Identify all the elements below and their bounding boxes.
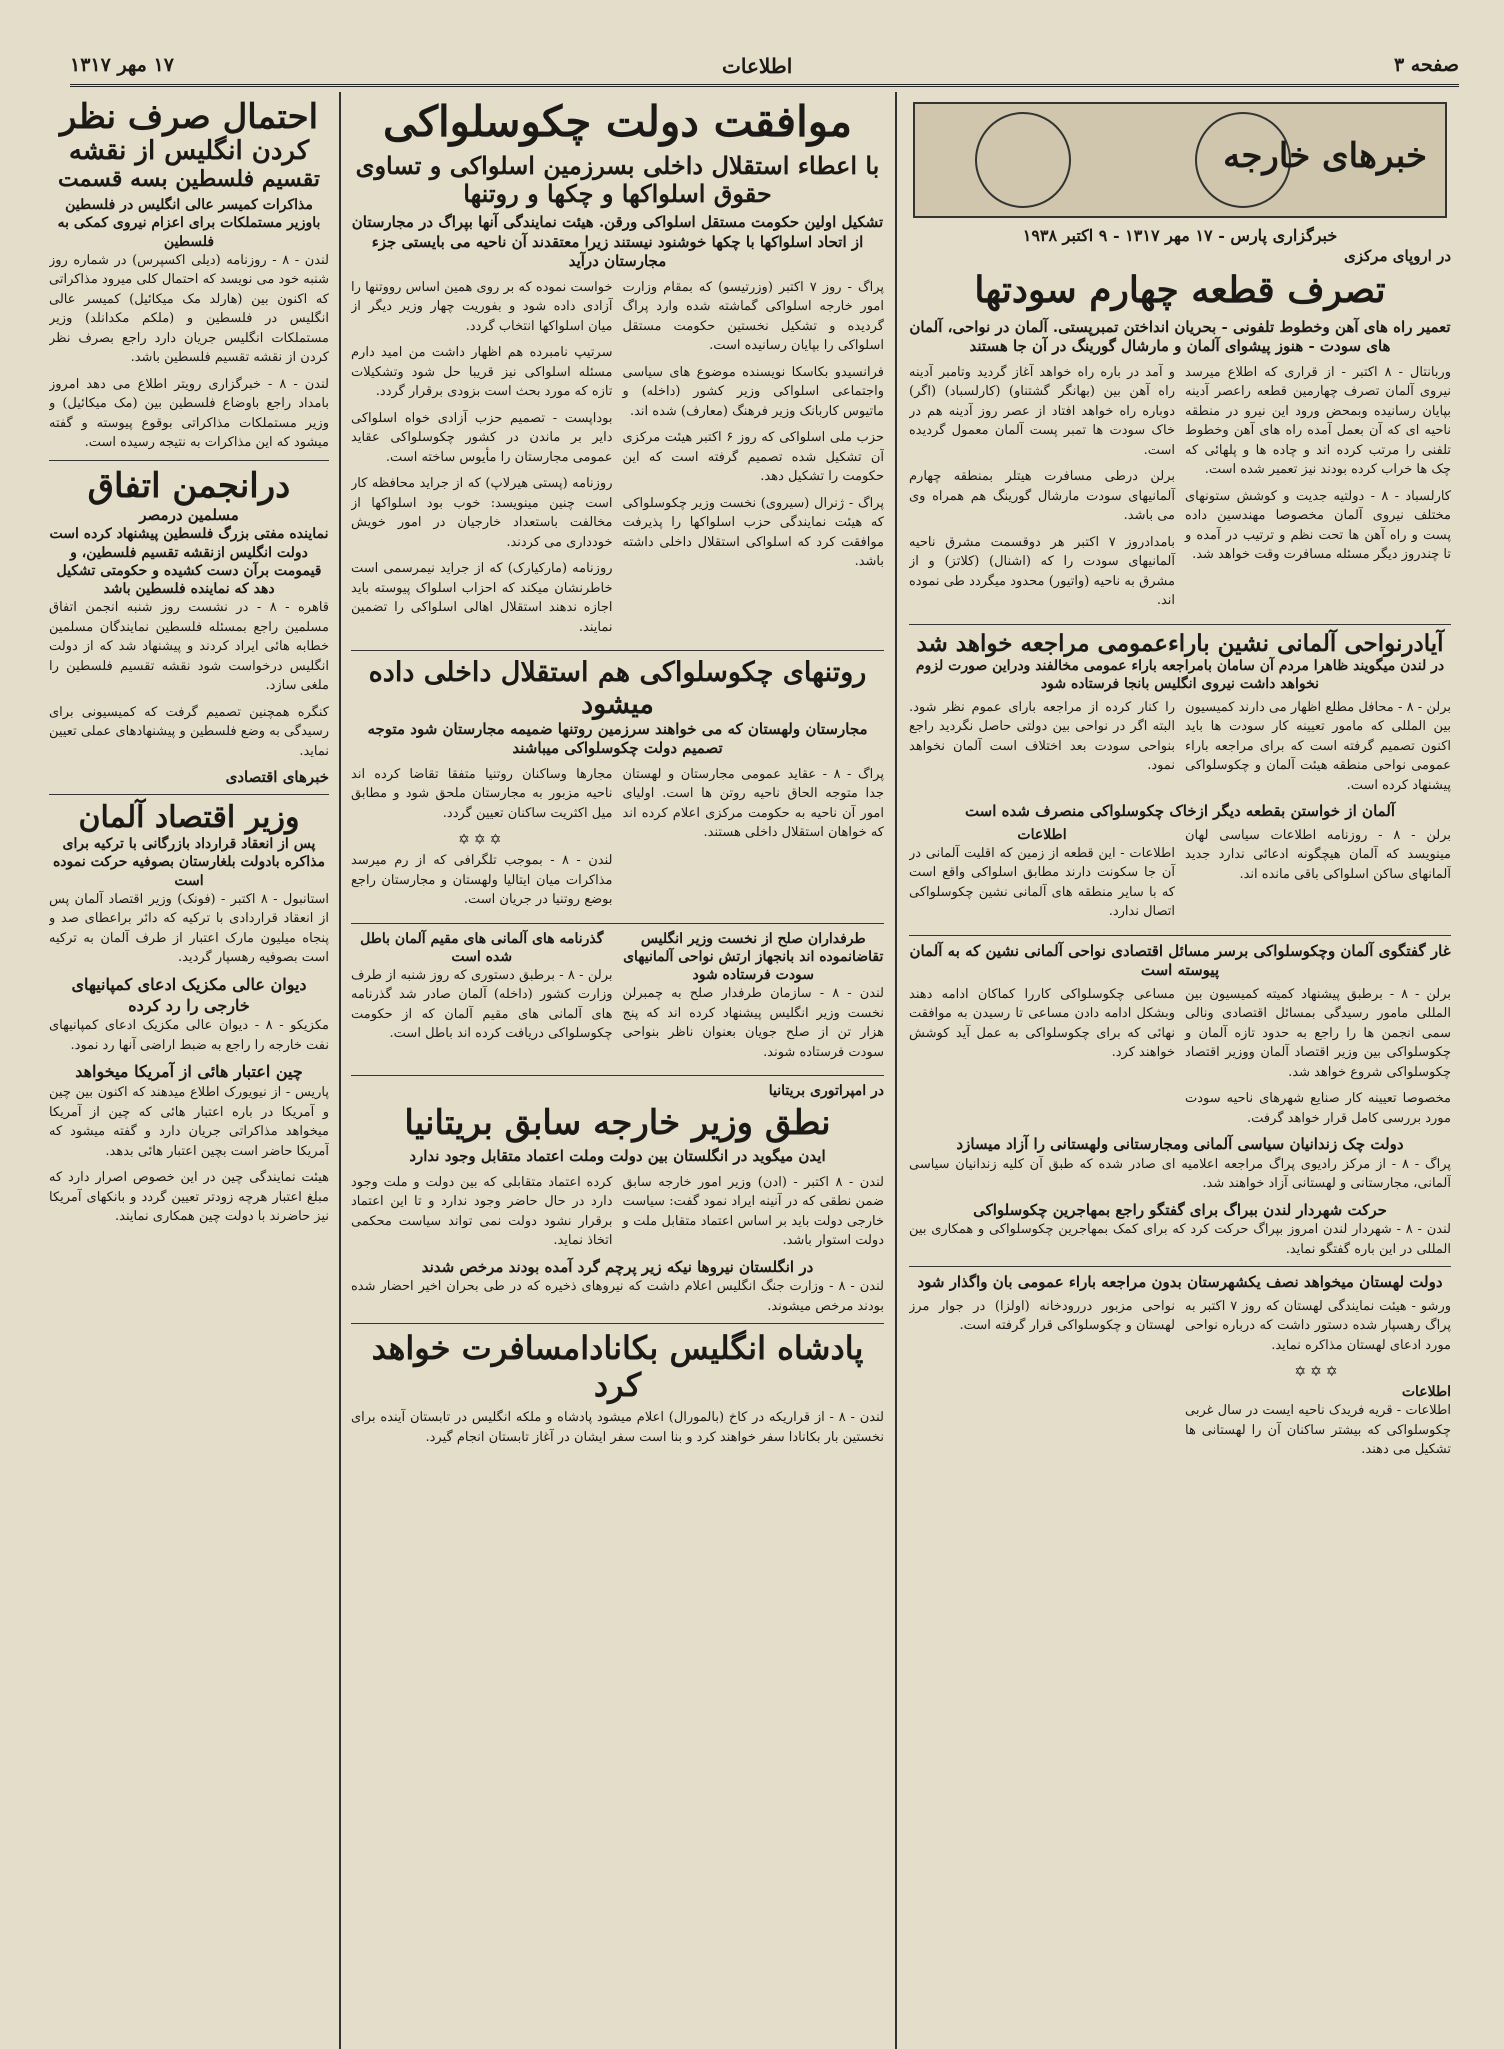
paragraph: پراگ - ژنرال (سیروی) نخست وزیر چکوسلواکی که هیئت نمایندگی حزب اسلواکها را پذیرفت موافقت کرد که اسلواکی استقلال داخلی داشته باشد. [622, 495, 884, 570]
headline-czech-agreement: موافقت دولت چکوسلواکی [382, 98, 852, 146]
section-economic-news: خبرهای اقتصادی [225, 768, 329, 787]
paragraph: لندن - ۸ - روزنامه (دیلی اکسپرس) در شماره روز شنبه خود می نویسد که احتمال کلی میرود مذاکراتی که اکنون بین (هارلد مک میکائیل) کمیسر عالی انگلیس در فلسطین و (ملکم مکدانلد) وزیر مستملکات انگلیس جریان دارد راجع بصرف نظر کردن از نقشه تقسیم فلسطین باشد. [49, 252, 329, 366]
paragraph: لندن - ۸ - از قراریکه در کاخ (بالمورال) اعلام میشود پادشاه و ملکه انگلیس در تابستان آینده برای نخستین بار بکانادا سفر خواهند کرد و بنا است سفر ایشان در آغاز تابستان انجام گیرد. [351, 1410, 884, 1445]
paragraph: پراگ - روز ۷ اکتبر (وزرتیسو) که بمقام وزارت امور خارجه اسلواکی گماشته شده وارد پراگ گردیده و تشکیل نخستین حکومت مستقل اسلواکی را بپایان رسانیده است. [622, 279, 884, 354]
paragraph: نواحی مزبور دررودخانه (اولزا) در جوار مرز لهستان و چکوسلواکی قرار گرفته است. [909, 1298, 1175, 1334]
headline-china-credit: چین اعتبار هائی از آمریکا میخواهد [75, 1062, 303, 1082]
paragraph: وربانتال - ۸ اکتبر - از قراری که اطلاع میرسد نیروی آلمان تصرف چهارمین قطعه راعصر آدینه بپایان رسانیده وبمحض ورود این نیرو در منطقه ناحیه ای که آن بعمل آمده راه های آهن وخطوط تلفنی را مرتب کرده اند و چاده ها و پلهائی که چک ها خراب کرده بودند نیز تعمیر شده است. [1185, 364, 1451, 478]
paper-title: اطلاعات [722, 54, 793, 78]
globe-icon [975, 112, 1071, 208]
column-rule [339, 92, 341, 2049]
star-divider-icon: ✡✡✡ [1294, 1364, 1342, 1381]
headline-mexico-court: دیوان عالی مکزیک ادعای کمپانیهای خارجی را رد کرده [71, 974, 307, 1015]
paragraph: و آمد در باره راه خواهد آغاز گردید وتامبر آدینه راه آهن بین (بهانگر گشتناو) (کارلسباد) (اگر) دوباره راه خواهد افتاد از عصر روز آدینه هم در خاک سودت ها تمبر پست آلمان معمول گردیده است. [909, 364, 1175, 458]
paragraph: کارلسباد - ۸ - دولتیه جدیت و کوشش ستونهای مختلف نیروی آلمان مخصوصا مهندسین داده پست و راه آهن ها تحت نظم و ترتیب در آمده و تا چندروز دیگر مسئله مسافرت وقت خواهد شد. [1185, 488, 1451, 563]
ettelaat-label: اطلاعات [1401, 1384, 1451, 1401]
paragraph: لندن - ۸ اکتبر - (ادن) وزیر امور خارجه سابق ضمن نطقی که در آنینه ایراد نمود گفت: سیاست خارجی دولت باید بر اساس اعتماد متقابل ملت و دولت استوار باشد. [622, 1174, 884, 1249]
subhead-palestine: مذاکرات کمیسر عالی انگلیس در فلسطین باوزیر مستملکات برای اعزام نیروی کمکی به فلسطین [57, 197, 321, 250]
paragraph: برلن - ۸ - برطبق پیشنهاد کمیته کمیسیون بین المللی مامور رسیدگی بمسائل اقتصادی ونالی سمی انجمن ها را راجع به حدود تازه آلمان و چکوسلواکی بین وزیر اقتصاد آلمان ووزیر اقتصاد چکوسلواکی شروع خواهد شد. [1185, 986, 1451, 1080]
paragraph: برلن - ۸ - برطبق دستوری که روز شنبه از طرف وزارت کشور (داخله) آلمان صادر شد گذرنامه های آلمانی های مقیم آلمان که از حکومت چکوسلواکی دریافت کرده اند باطل است. [351, 967, 613, 1042]
paragraph: اطلاعات - قریه فریدک ناحیه ایست در سال غربی چکوسلواکی که بیشتر ساکنان آن را لهستانی ها تشکیل می دهند. [1185, 1403, 1451, 1458]
middle-column [345, 92, 890, 2049]
headline-poland: دولت لهستان میخواهد نصف یکشهرستان بدون مراجعه باراء عمومی بان واگذار شود [917, 1273, 1443, 1292]
paragraph: روزنامه (مارکیارک) که از جراید نیمرسمی است خاطرنشان میکند که احزاب اسلواک پیوسته باید اجازه ندهند استقلال اهالی اسلواکی را تضمین نمایند. [351, 561, 613, 635]
paragraph: پراگ - ۸ - عقاید عمومی مجارستان و لهستان جدا متوجه الحاق ناحیه روتن ها است. اولیای امور آن ناحیه به حکومت مرکزی اعلام کرده اند که خواهان استقلال داخلی هستند. [622, 766, 884, 841]
subhead-bulgaria-trip: پس از انعقاد قرارداد بازرگانی با ترکیه برای مذاکره بادولت بلغارستان بصوفیه حرکت نموده است [52, 836, 326, 889]
headline-econ-talks: غار گفتگوی آلمان وچکوسلواکی برسر مسائل اقتصادی نواحی آلمانی نشین که به آلمان پیوسته است [909, 941, 1451, 980]
paragraph: فرانسیدو بکاسکا نویسنده موضوع های سیاسی واجتماعی اسلواکی وزیر کشور (داخله) و ماتیوس کاربانک وزیر فرهنگ (معارف) شده اند. [622, 364, 884, 419]
subhead-slovak-government: تشکیل اولین حکومت مستقل اسلواکی ورقن. هیئت نمایندگی آنها بپراگ در مجارستان از اتحاد اسلواکها با چکها خوشنود نیستند زیرا معتقدند آن ناحیه می بایستی جزء مجارستان درآید [351, 213, 884, 271]
section-british-empire: در امپراتوری بریتانیا [768, 1083, 884, 1100]
paragraph: مجارها وساکنان روتنیا متفقا تقاضا کرده اند ناحیه مزبور به مجارستان ملحق شود و مطابق میل اکثریت ساکنان تعیین گردد. [351, 766, 613, 821]
paragraph: کرده اعتماد متقابلی که بین دولت و ملت وجود دارد در حال حاضر وجود ندارد و تا این اعتماد برقرار نشود دولت نمی تواند سیاست محکمی اتخاذ نماید. [351, 1174, 613, 1249]
headline-troops-demobilized: در انگلستان نیروها نیکه زیر پرچم گرد آمده بودند مرخص شدند [421, 1257, 814, 1276]
paragraph: لندن - ۸ - بموجب تلگرافی که از رم میرسد مذاکرات میان ایتالیا ولهستان و مجارستان راجع بوضع روتنیا در جریان است. [351, 853, 613, 908]
logo-title: خبرهای خارجه [1223, 136, 1427, 176]
subhead-occupation: تعمیر راه های آهن وخطوط تلفونی - بحریان انداختن تمبرپستی. آلمان در نواحی، آلمان های سودت - هنوز پیشوای آلمان و مارشال گورینگ در آن جا هستند [909, 317, 1451, 356]
subhead-mufti-proposal: نماینده مفتی بزرگ فلسطین پیشنهاد کرده است دولت انگلیس ازنقشه تقسیم فلسطین، و قیمومت برآن دست کشیده و حکومتی تشکیل دهد که نماینده فلسطین باشد [49, 526, 329, 597]
headline-prisoners: دولت چک زندانیان سیاسی آلمانی ومجارستانی ولهستانی را آزاد میسازد [956, 1135, 1404, 1154]
paragraph: برلن - ۸ - روزنامه اطلاعات سیاسی لهان مینویسد که آلمان هیچگونه ادعائی ندارد جدید آلمانهای ساکن اسلواکی باقی مانده اند. [1185, 827, 1451, 882]
paragraph: مساعی چکوسلواکی کاررا کماکان ادامه دهند وبشکل ادامه دادن مساعی تا رسیدن به موافقت نهائی که برای چکوسلواکی به عمل آید کوشش خواهند کرد. [909, 986, 1175, 1061]
paragraph: کنگره همچنین تصمیم گرفت که کمیسیونی برای رسیدگی به وضع فلسطین و پیشنهادهای عملی تعیین نماید. [49, 704, 329, 759]
subhead-plebiscite: در لندن میگویند ظاهرا مردم آن سامان بامراجعه باراء عمومی مخالفند ودراین صورت لزوم نخواهد داشت نیروی انگلیس بانجا فرستاده شود [915, 658, 1445, 693]
paragraph: برلن - ۸ - محافل مطلع اظهار می دارند کمیسیون بین المللی که مامور تعیینه کار سودت ها باید اکنون تصمیم گرفته است که برای مراجعه باراء عمومی نواحی منطقه هیئت آلمان و چکوسلواکی پیشنهاد کرده است. [1185, 699, 1451, 793]
paragraph: سرتیپ نامبرده هم اظهار داشت من امید دارم مسئله اسلواکی نیز قریبا حل شود وتشکیلات تازه که مورد بحث است بزودی برقرار گردد. [351, 345, 613, 400]
headline-german-claim: آلمان از خواستن بقطعه دیگر ازخاک چکوسلواکی منصرف شده است [964, 802, 1396, 820]
page-number: صفحه ۳ [1393, 54, 1459, 76]
paragraph: را کنار کرده از مراجعه بارای عموم نظر شود. البته اگر در نواحی بین دولتی حاصل نگردید راجع بنواحی سودت بعد اختلاف است آلمان نخواهد نمود. [909, 699, 1175, 773]
column-rule [895, 92, 897, 2049]
paragraph: برلن درطی مسافرت هیتلر بمنطقه چهارم آلمانیهای سودت مارشال گورینگ هم همراه وی می باشد. [909, 469, 1175, 524]
paragraph: استانبول - ۸ اکتبر - (فونک) وزیر اقتصاد آلمان پس از انعقاد قراردادی با ترکیه که دائر براعطای صد و پنجاه میلیون مارک اعتبار از طرف آلمان به ترکیه است بصوفیه رهسپار گردید. [49, 891, 329, 966]
star-divider-icon: ✡✡✡ [458, 832, 506, 849]
paragraph: اطلاعات - این قطعه از زمین که اقلیت آلمانی در آن جا سکونت دارند مطابق اسلواکی واقع است که با سایر منطقه های آلمانی نشین چکوسلواکی اتصال ندارد. [909, 845, 1175, 920]
paragraph: بوداپست - تصمیم حزب آزادی خواه اسلواکی دایر بر ماندن در کشور چکوسلواکی عقاید عمومی مجارستان را مأیوس ساخته است. [351, 410, 613, 465]
subhead-eden-speech: ایدن میگوید در انگلستان بین دولت وملت اعتماد متقابل وجود ندارد [409, 1147, 826, 1166]
paragraph: مخصوصا تعیینه کار صنایع شهرهای ناحیه سودت مورد بررسی کامل قرار خواهد گرفت. [1185, 1091, 1451, 1126]
paragraph: پاریس - از نیویورک اطلاع میدهند که اکنون بین چین و آمریکا در باره اعتبار هائی که چین از آمریکا میخواهد مذاکراتی جریان دارد و گفته میشود که آمریکا حاضر است بچین اعتبار هائی بدهد. [49, 1085, 329, 1159]
subhead-muslim-union-egypt: مسلمین درمصر [139, 505, 239, 524]
paragraph: پراگ - ۸ - از مرکز رادیوی پراگ مراجعه اعلامیه ای صادر شده که طبق آن کلیه زندانیان سیاسی آلمانی، مجارستانی و لهستانی آزاد خواهند شد. [909, 1156, 1451, 1192]
subhead-ruthenia: مجارستان ولهستان که می خواهند سرزمین روتنها ضمیمه مجارستان شود متوجه تصمیم دولت چکوسلواکی میباشند [367, 719, 868, 758]
headline-eden-speech: نطق وزیر خارجه سابق بریتانیا [404, 1103, 831, 1144]
paragraph: لندن - ۸ - سازمان طرفدار صلح به چمبرلن نخست وزیر انگلیس پیشنهاد کرده اند که پنج هزار تن از صلح جویان بعنوان ناظر بنواحی سودت فرستاده شوند. [622, 986, 884, 1060]
headline-peace-supporters: طرفداران صلح از نخست وزیر انگلیس تقاضانموده اند بانجهاز ارتش نواحی آلمانیهای سودت فرستاده شود [623, 930, 884, 983]
paragraph: حزب ملی اسلواکی که روز ۶ اکتبر هیئت مرکزی آن تشکیل شده تصمیم گرفته است که این حکومت را تشکیل دهد. [622, 430, 884, 485]
headline-plebiscite: آیادرنواحی آلمانی نشین باراءعمومی مراجعه خواهد شد [916, 629, 1444, 657]
subhead-slovak-autonomy: با اعطاء استقلال داخلی بسرزمین اسلواکی و تساوی حقوق اسلواکها و چکها و روتنها [355, 151, 880, 208]
paragraph: روزنامه (پستی هیرلاپ) که از جراید محافظه کار است چنین مینویسد: خوب بود اسلواکها از مخالفت باستعداد خارجیان در امور خویش خودداری می کردند. [351, 476, 613, 550]
paragraph: قاهره - ۸ - در نشست روز شنبه انجمن اتفاق مسلمین راجع بمسئله فلسطین نمایندگان مسلمین خطابه هائی ایراد کردند و پیشنهاد شد که از دولت انگلیس درخواست شود نقشه تقسیم فلسطین را ملغی سازد. [49, 600, 329, 694]
headline-occupation: تصرف قطعه چهارم سودتها [974, 269, 1386, 312]
page-header [70, 50, 1459, 87]
section-label: در اروپای مرکزی [1344, 246, 1451, 265]
paragraph: ورشو - هیئت نمایندگی لهستان که روز ۷ اکتبر به پراگ رهسپار شده دستور داشت که درباره نواحی مورد ادعای لهستان مذاکره نماید. [1185, 1298, 1451, 1353]
paragraph: لندن - ۸ - خبرگزاری رویتر اطلاع می دهد امروز بامداد راجع باوضاع فلسطین بین (مک میکائیل) و وزیر مستملکات مذاکراتی بوقوع پیوسته و گفته میشود که این مذاکرات به نتیجه رسیده است. [49, 376, 329, 451]
paragraph: هیئت نمایندگی چین در این خصوص اصرار دارد که مبلغ اعتبار هرچه زودتر تعیین گردد و بانکهای آمریکا نیز حاضرند با دولت چین همکاری نمایند. [49, 1170, 329, 1225]
paragraph: خواست نموده که بر روی همین اساس رووتنها را آزادی داده شود و بفوریت چهار وزیر دیگر از میان اسلواکها انتخاب گردد. [351, 279, 613, 334]
headline-palestine-2: کردن انگلیس از نقشه [68, 136, 310, 167]
headline-palestine-3: تقسیم فلسطین بسه قسمت [57, 165, 320, 192]
right-column [901, 92, 1459, 2049]
ettelaat-label: اطلاعات [1017, 826, 1067, 843]
foreign-news-logo [913, 102, 1447, 218]
headline-ruthenia: روتنهای چکوسلواکی هم استقلال داخلی داده میشود [368, 657, 867, 720]
paragraph: مکزیکو - ۸ - دیوان عالی مکزیک ادعای کمپانیهای نفت خارجه را راجع به ضبط اراضی آنها رد نمود. [49, 1018, 329, 1053]
left-column [45, 92, 333, 2049]
issue-date: ۱۷ مهر ۱۳۱۷ [70, 54, 174, 76]
headline-london-mayor: حرکت شهردار لندن ببراگ برای گفتگو راجع بمهاجرین چکوسلواکی [973, 1200, 1387, 1219]
headline-king-canada: پادشاه انگلیس بکانادامسافرت خواهد کرد [371, 1329, 864, 1405]
headline-german-economy-minister: وزیر اقتصاد آلمان [78, 799, 300, 835]
paragraph: لندن - ۸ - شهردار لندن امروز بپراگ حرکت کرد که برای کمک بمهاجرین چکوسلواکی و همکاری بین المللی در این باره گفتگو نماید. [909, 1222, 1451, 1257]
dateline: خبرگزاری پارس - ۱۷ مهر ۱۳۱۷ - ۹ اکتبر ۱۹۳۸ [1022, 226, 1338, 245]
headline-palestine-1: احتمال صرف نظر [59, 98, 319, 137]
paragraph: لندن - ۸ - وزارت جنگ انگلیس اعلام داشت که نیروهای ذخیره که در طی بحران اخیر احضار شده بودند مرخص میشوند. [351, 1279, 884, 1314]
headline-muslim-union: درانجمن اتفاق [87, 465, 291, 506]
headline-passports: گذرنامه های آلمانی های مقیم آلمان باطل شده است [360, 930, 604, 965]
paragraph: بامدادروز ۷ اکتبر هر دوقسمت مشرق ناحیه آلمانیهای سودت را که (اشنال) (کلاتز) و از مشرق به ناحیه (واتیور) محدود میگردد طی نموده اند. [909, 534, 1175, 609]
